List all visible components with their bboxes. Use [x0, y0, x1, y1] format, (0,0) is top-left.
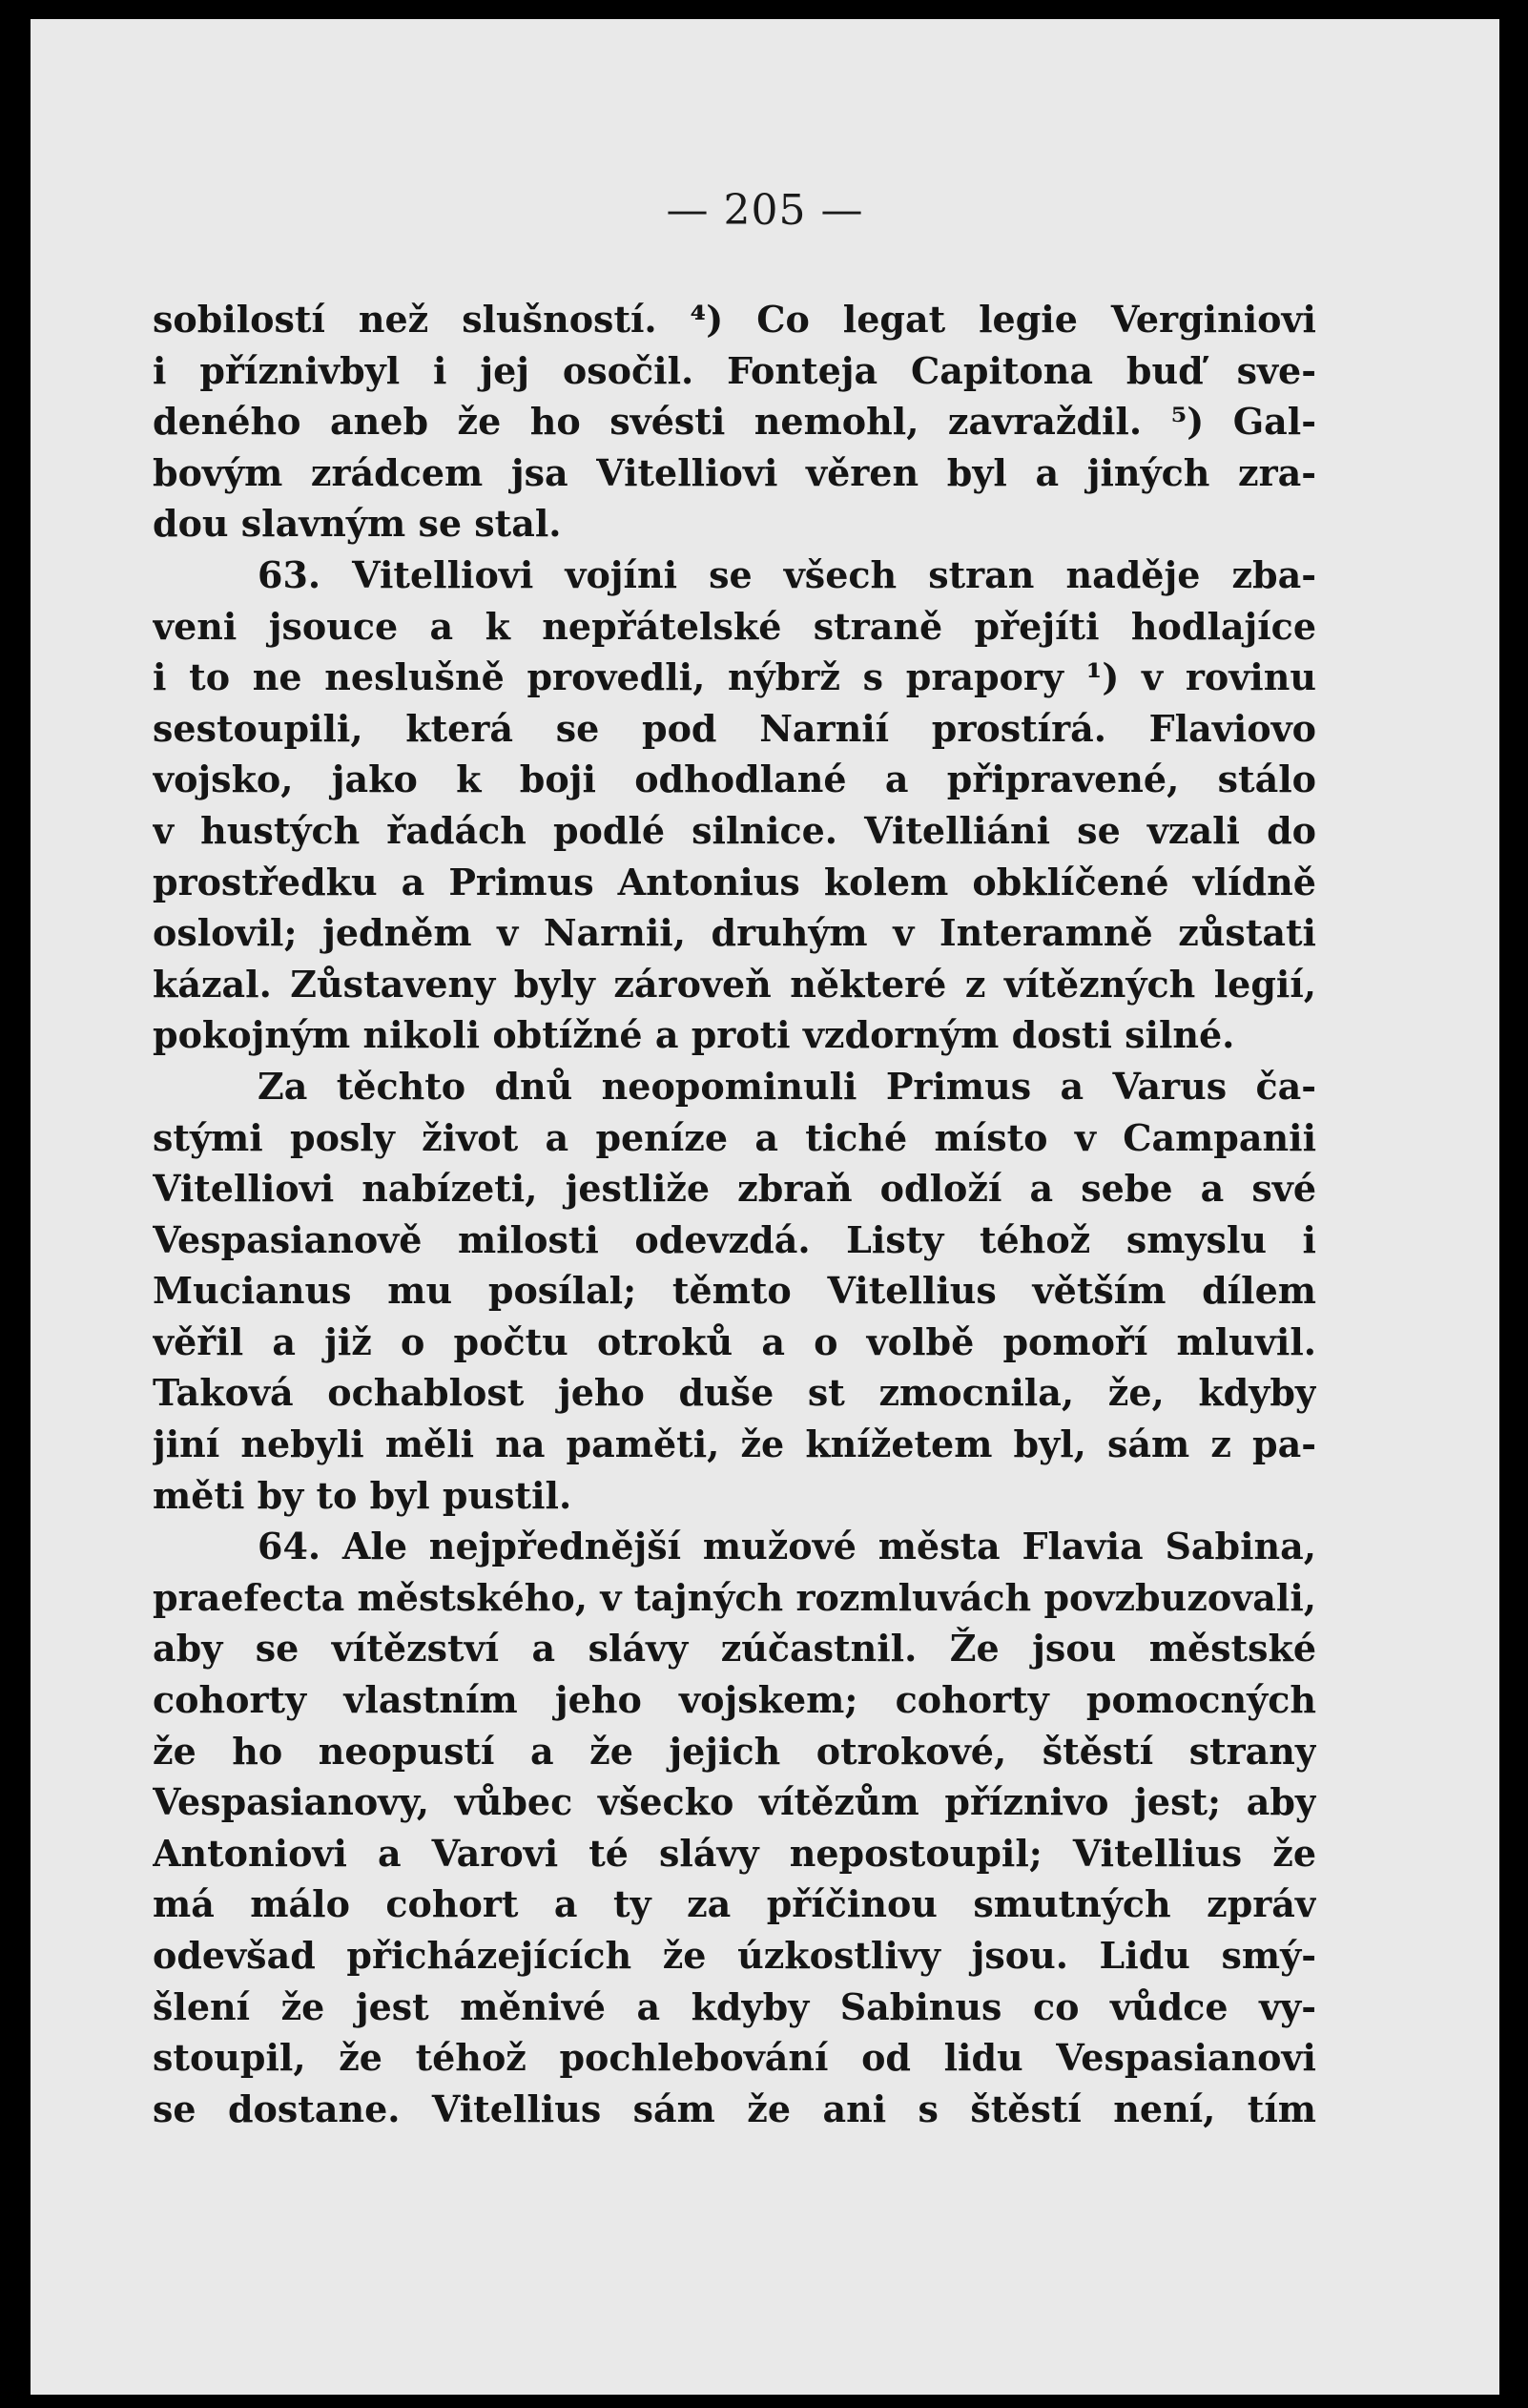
body-text: [153, 294, 1316, 2134]
text-line: se dostane. Vitellius sám že ani s štěstí není, tím: [153, 2086, 1316, 2130]
text-line: i to ne neslušně provedli, nýbrž s prapory ¹) v rovinu: [153, 655, 1316, 699]
text-line: Vespasianovy, vůbec všecko vítězům příznivo jest; aby: [153, 1780, 1316, 1824]
text-line: dou slavným se stal.: [153, 502, 562, 546]
text-line: že ho neopustí a že jejich otrokové, štěstí strany: [153, 1729, 1316, 1773]
text-line: v hustých řadách podlé silnice. Vitelliáni se vzali do: [153, 808, 1316, 852]
text-line: praefecta městského, v tajných rozmluvách povzbuzovali,: [153, 1575, 1316, 1619]
book-page: [31, 19, 1499, 2395]
paragraph-start-line: 64. Ale nejpřednější mužové města Flavia Sabina,: [258, 1525, 1316, 1568]
text-line: vojsko, jako k boji odhodlané a připravené, stálo: [153, 758, 1316, 801]
text-line: Taková ochablost jeho duše st zmocnila, že, kdyby: [153, 1371, 1316, 1415]
page-number: — 205 —: [666, 186, 864, 235]
paragraph-start-line: Za těchto dnů neopominuli Primus a Varus ča-: [258, 1064, 1316, 1108]
text-line: sobilostí než slušností. ⁴) Co legat legie Verginiovi: [153, 298, 1316, 341]
text-line: jiní nebyli měli na paměti, že knížetem byl, sám z pa-: [153, 1422, 1316, 1466]
text-line: i příznivbyl i jej osočil. Fonteja Capitona buď sve-: [153, 348, 1316, 392]
text-line: stoupil, že téhož pochlebování od lidu Vespasianovi: [153, 2036, 1316, 2080]
text-line: kázal. Zůstaveny byly zároveň některé z vítězných legií,: [153, 962, 1316, 1006]
text-line: veni jsouce a k nepřátelské straně přejíti hodlajíce: [153, 604, 1316, 648]
text-line: měti by to byl pustil.: [153, 1473, 572, 1517]
text-line: pokojným nikoli obtížné a proti vzdorným dosti silné.: [153, 1013, 1235, 1057]
text-line: sestoupili, která se pod Narnií prostírá. Flaviovo: [153, 706, 1316, 750]
text-line: má málo cohort a ty za příčinou smutných zpráv: [153, 1882, 1316, 1926]
text-line: Vitelliovi nabízeti, jestliže zbraň odloží a sebe a své: [153, 1167, 1316, 1211]
text-line: věřil a již o počtu otroků a o volbě pomoří mluvil.: [153, 1319, 1316, 1363]
text-line: deného aneb že ho svésti nemohl, zavraždil. ⁵) Gal-: [153, 400, 1316, 444]
text-line: šlení že jest měnivé a kdyby Sabinus co vůdce vy-: [153, 1984, 1316, 2028]
text-line: aby se vítězství a slávy zúčastnil. Že jsou městské: [153, 1627, 1316, 1671]
text-line: stými posly život a peníze a tiché místo v Campanii: [153, 1115, 1316, 1159]
text-line: Antoniovi a Varovi té slávy nepostoupil; Vitellius že: [153, 1831, 1316, 1875]
text-line: bovým zrádcem jsa Vitelliovi věren byl a jiných zra-: [153, 450, 1316, 494]
text-line: Mucianus mu posílal; těmto Vitellius větším dílem: [153, 1269, 1316, 1313]
text-line: prostředku a Primus Antonius kolem obklíčené vlídně: [153, 860, 1316, 903]
text-line: odevšad přicházejících že úzkostlivy jsou. Lidu smý-: [153, 1934, 1316, 1977]
text-line: oslovil; jedněm v Narnii, druhým v Interamně zůstati: [153, 911, 1316, 955]
text-line: Vespasianově milosti odevzdá. Listy téhož smyslu i: [153, 1217, 1316, 1261]
paragraph-start-line: 63. Vitelliovi vojíni se všech stran naděje zba-: [258, 552, 1316, 596]
text-line: cohorty vlastním jeho vojskem; cohorty pomocných: [153, 1678, 1316, 1722]
